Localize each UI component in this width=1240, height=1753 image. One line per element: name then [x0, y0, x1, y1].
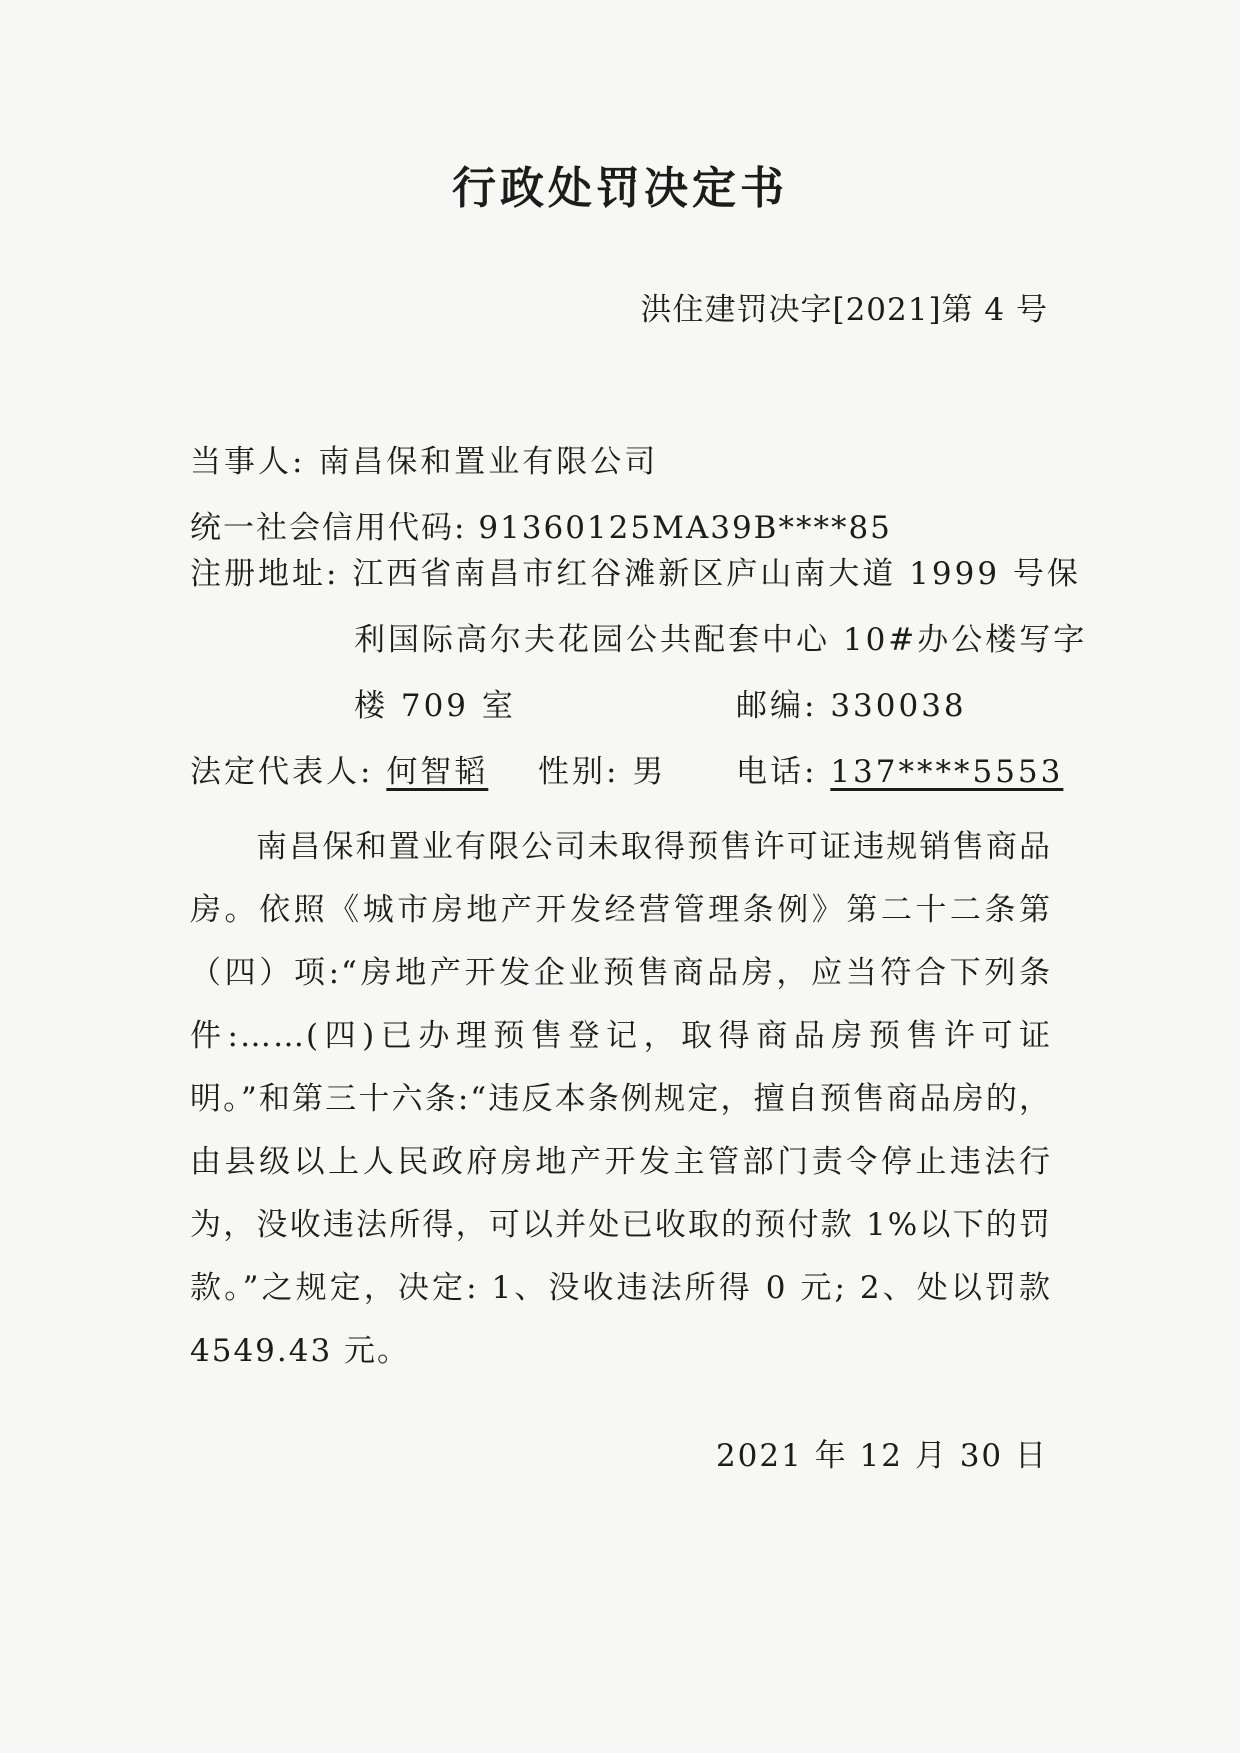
party-value: 南昌保和置业有限公司: [318, 444, 659, 480]
address-line-2: 利国际高尔夫花园公共配套中心 10#办公楼写字: [354, 622, 1088, 658]
gender: [538, 746, 666, 791]
decision-date: 2021 年 12 月 30 日: [715, 1438, 1048, 1474]
postcode-label: 邮编:: [736, 688, 818, 724]
representative-label: 法定代表人:: [190, 754, 374, 790]
phone-label: 电话:: [736, 754, 818, 790]
credit-code-value: 91360125MA39B****85: [478, 510, 892, 546]
address-line-1: [190, 548, 1081, 593]
address-text-1: 江西省南昌市红谷滩新区庐山南大道 1999 号保: [352, 556, 1081, 592]
document-number: 洪住建罚决字[2021]第 4 号: [640, 292, 1048, 328]
phone-value: 137****5553: [830, 754, 1064, 790]
representative-name: 何智韬: [386, 754, 489, 790]
gender-label: 性别:: [538, 754, 620, 790]
party-line: [190, 436, 658, 481]
address-label: 注册地址:: [190, 556, 340, 592]
party-label: 当事人:: [190, 444, 306, 480]
phone: [736, 746, 1063, 791]
credit-code-line: [190, 502, 892, 547]
representative-line: [190, 746, 488, 791]
postcode-value: 330038: [830, 688, 967, 724]
gender-value: 男: [632, 754, 667, 790]
credit-code-label: 统一社会信用代码:: [190, 510, 467, 546]
document-title: 行政处罚决定书: [452, 163, 788, 214]
decision-body: 南昌保和置业有限公司未取得预售许可证违规销售商品房。依照《城市房地产开发经营管理条例》第二十二条第（四）项:“房地产开发企业预售商品房，应当符合下列条件:……(四)已办理预售登记，取得商品房预售许可证明。”和第三十六条:“违反本条例规定，擅自预售商品房的，由县级以上人民政府房地产开发主管部门责令停止违法行为，没收违法所得，可以并处已收取的预付款 1%以下的罚款。”之规定，决定: 1、没收违法所得 0 元; 2、处以罚款 4549.43 元。: [190, 829, 1052, 1369]
postcode: [736, 680, 967, 725]
address-line-3: 楼 709 室: [354, 688, 516, 724]
